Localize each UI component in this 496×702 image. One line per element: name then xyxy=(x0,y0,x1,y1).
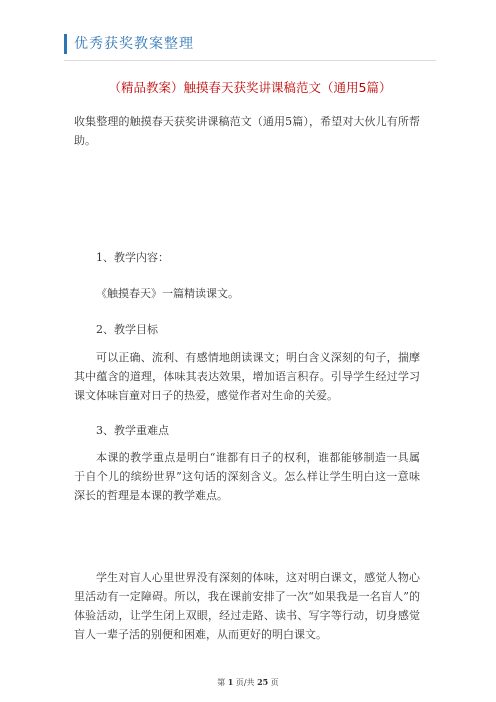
footer-middle: 页/共 xyxy=(235,678,255,687)
section-body-4: 学生对盲人心里世界没有深刻的体味，这对明白课文，感觉人物心里活动有一定障碍。所以，我在课前安排了一次“如果我是一名盲人”的体验活动，让学生闭上双眼，经过走路、读书、写字等行动，切身感觉盲人一辈子活的别便和困难，从而更好的明白课文。 xyxy=(74,571,420,641)
footer-page-number: 1 xyxy=(227,677,234,687)
header-title: 优秀获奖教案整理 xyxy=(74,36,194,52)
intro-paragraph: 收集整理的触摸春天获奖讲课稿范文（通用5篇），希望对大伙儿有所帮助。 xyxy=(74,115,420,147)
footer-suffix: 页 xyxy=(270,678,279,687)
section-heading-1: 1、教学内容： xyxy=(96,251,169,264)
header-accent-bar xyxy=(64,34,67,54)
footer-page-total: 25 xyxy=(257,677,269,687)
page-footer xyxy=(0,676,496,689)
document-title: （精品教案）触摸春天获奖讲课稿范文（通用5篇） xyxy=(108,80,392,95)
header-divider xyxy=(64,60,436,61)
section-heading-2: 2、教学目标 xyxy=(96,323,158,336)
section-heading-3: 3、教学重难点 xyxy=(96,424,169,437)
section-body-3: 本课的教学重点是明白“谁都有日子的权利，谁都能够制造一具属于自个儿的缤纷世界”这句话的深刻含义。怎么样让学生明白这一意味深长的哲理是本课的教学难点。 xyxy=(74,451,420,502)
section-body-1: 《触摸春天》一篇精读课文。 xyxy=(96,287,239,300)
section-body-2: 可以正确、流利、有感情地朗读课文；明白含义深刻的句子，揣摩其中蕴含的道理，体味其表达效果，增加语言积存。引导学生经过学习课文体味盲童对日子的热爱，感觉作者对生命的关爱。 xyxy=(74,351,420,402)
footer-prefix: 第 xyxy=(217,678,226,687)
